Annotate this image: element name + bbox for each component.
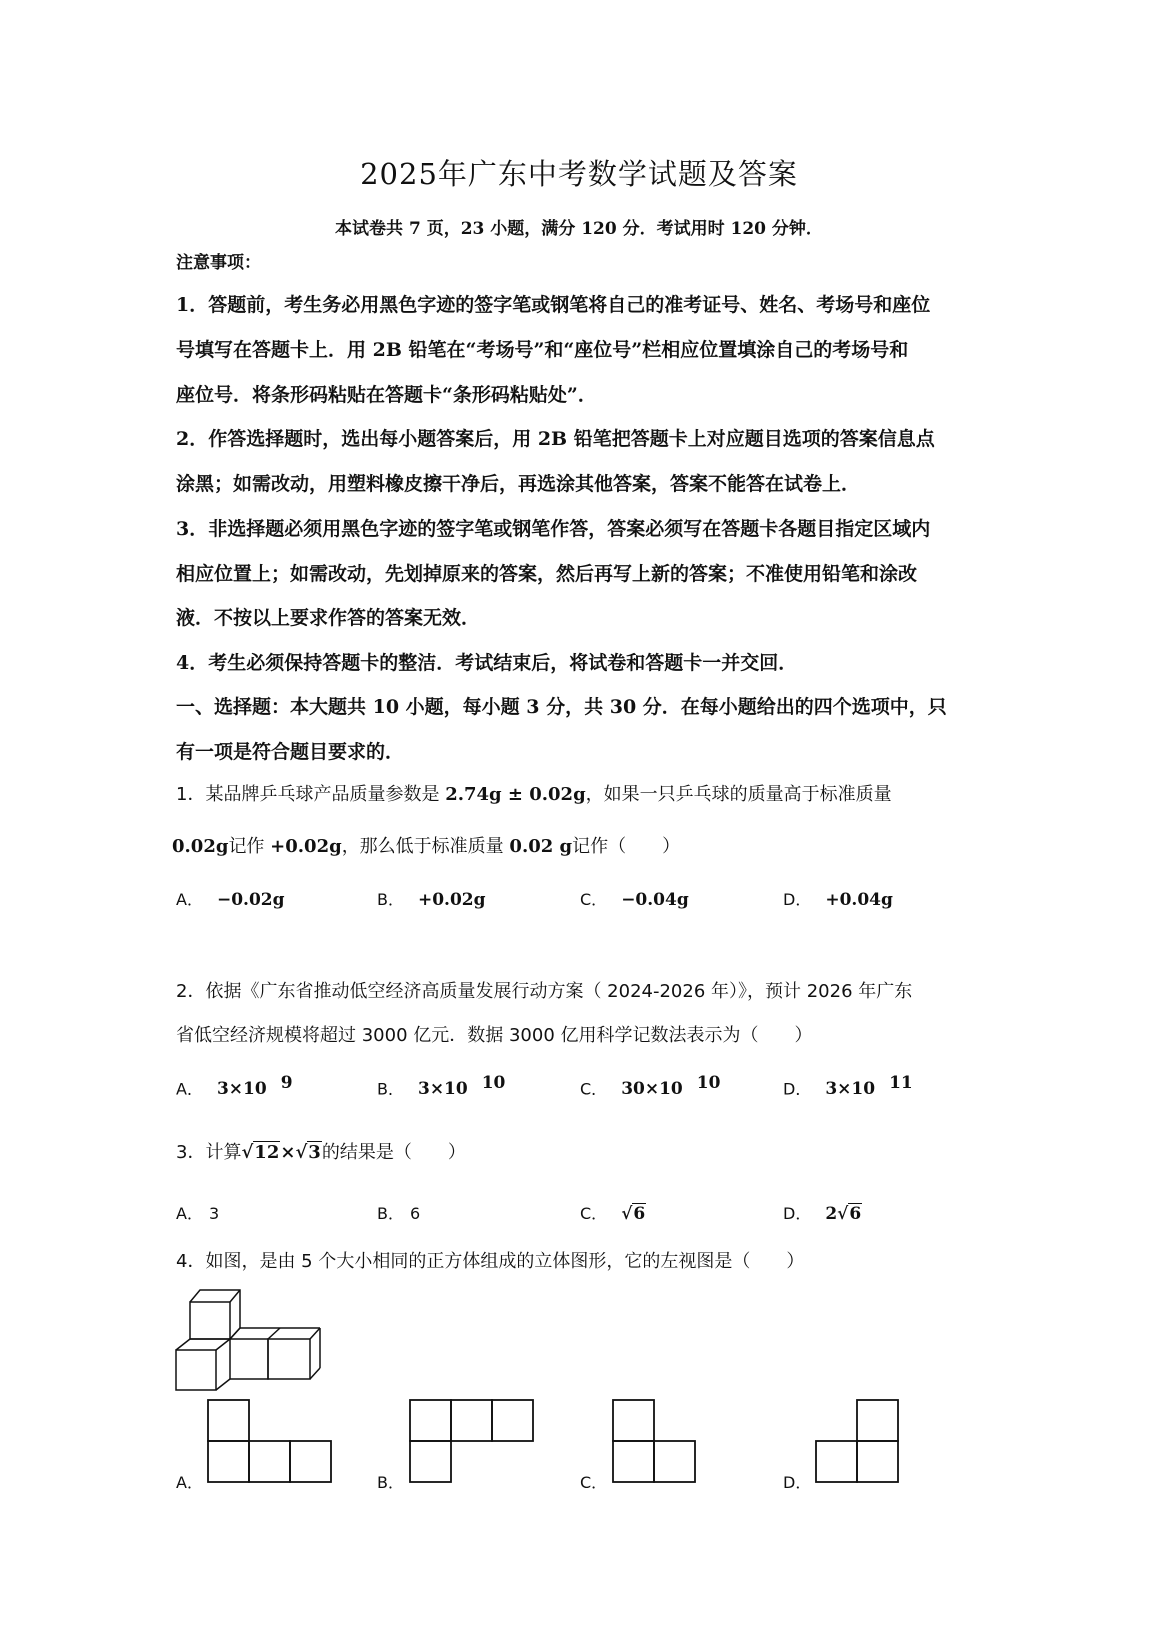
- radicand: 3: [308, 1142, 321, 1163]
- math-expression: 2.74g ± 0.02g: [445, 784, 586, 805]
- notes-line: 号填写在答题卡上．用 2B 铅笔在“考场号”和“座位号”栏相应位置填涂自己的考场号和: [176, 339, 909, 361]
- option-b: B． +0.02g: [377, 890, 486, 910]
- option-c: C． 30×10 $^{10}$: [580, 1073, 721, 1100]
- page-title: 2025年广东中考数学试题及答案: [360, 157, 798, 191]
- math-expression: 0.02 g: [509, 836, 573, 857]
- section-heading: 有一项是符合题目要求的．: [176, 741, 405, 763]
- option-d-figure: [814, 1398, 904, 1486]
- option-b-figure: [408, 1398, 538, 1486]
- notes-line: 座位号．将条形码粘贴在答题卡“条形码粘贴处”．: [176, 384, 597, 406]
- question-3: 3．计算√12×√3的结果是（ ）: [176, 1142, 466, 1163]
- question-1-line-1: 1．某品牌乒乓球产品质量参数是 2.74g ± 0.02g，如果一只乒乓球的质量高于标准质量: [176, 784, 892, 805]
- option-c: C． √6: [580, 1204, 646, 1224]
- math-expression: +0.02g: [270, 836, 342, 857]
- math-expression: 0.02g: [172, 836, 229, 857]
- notes-line: 液．不按以上要求作答的答案无效．: [176, 607, 481, 629]
- notes-heading: 注意事项：: [176, 253, 261, 273]
- option-b: B． 6: [377, 1204, 421, 1223]
- page-subtitle: 本试卷共 7 页，23 小题，满分 120 分．考试用时 120 分钟．: [335, 219, 823, 239]
- option-d: D．: [783, 1473, 812, 1492]
- notes-line: 2．作答选择题时，选出每小题答案后，用 2B 铅笔把答题卡上对应题目选项的答案信息点: [176, 428, 935, 450]
- option-a: A． 3: [176, 1204, 220, 1223]
- option-a: A． 3×10 $^9$: [176, 1073, 293, 1100]
- notes-line: 涂黑；如需改动，用塑料橡皮擦干净后，再选涂其他答案，答案不能答在试卷上．: [176, 473, 861, 495]
- cube-figure: [170, 1285, 330, 1400]
- notes-line: 3．非选择题必须用黑色字迹的签字笔或钢笔作答，答案必须写在答题卡各题目指定区域内: [176, 518, 931, 540]
- question-4: 4．如图，是由 5 个大小相同的正方体组成的立体图形，它的左视图是（ ）: [176, 1251, 805, 1272]
- option-d: D． 3×10 $^{11}$: [783, 1073, 913, 1100]
- option-d: D． 2√6: [783, 1204, 862, 1224]
- option-c: C．: [580, 1473, 608, 1492]
- option-d: D． +0.04g: [783, 890, 893, 910]
- option-c: C． −0.04g: [580, 890, 689, 910]
- option-a: A．: [176, 1473, 203, 1492]
- question-2-line-2: 省低空经济规模将超过 3000 亿元．数据 3000 亿用科学记数法表示为（ ）: [176, 1025, 813, 1046]
- option-a-figure: [206, 1398, 336, 1486]
- radicand: 12: [254, 1142, 280, 1163]
- notes-line: 1．答题前，考生务必用黑色字迹的签字笔或钢笔将自己的准考证号、姓名、考场号和座位: [176, 294, 931, 316]
- notes-line: 4．考生必须保持答题卡的整洁．考试结束后，将试卷和答题卡一并交回．: [176, 652, 798, 674]
- option-a: A． −0.02g: [176, 890, 285, 910]
- option-c-figure: [611, 1398, 701, 1486]
- question-2-line-1: 2．依据《广东省推动低空经济高质量发展行动方案（ 2024-2026 年）》，预计 2026 年广东: [176, 981, 913, 1002]
- question-1-line-2: 0.02g记作 +0.02g，那么低于标准质量 0.02 g记作（ ）: [172, 836, 681, 857]
- option-b: B． 3×10 $^{10}$: [377, 1073, 506, 1100]
- option-b: B．: [377, 1473, 404, 1492]
- notes-line: 相应位置上；如需改动，先划掉原来的答案，然后再写上新的答案；不准使用铅笔和涂改: [176, 563, 918, 585]
- section-heading: 一、选择题：本大题共 10 小题，每小题 3 分，共 30 分．在每小题给出的四个选项中，只: [176, 696, 947, 718]
